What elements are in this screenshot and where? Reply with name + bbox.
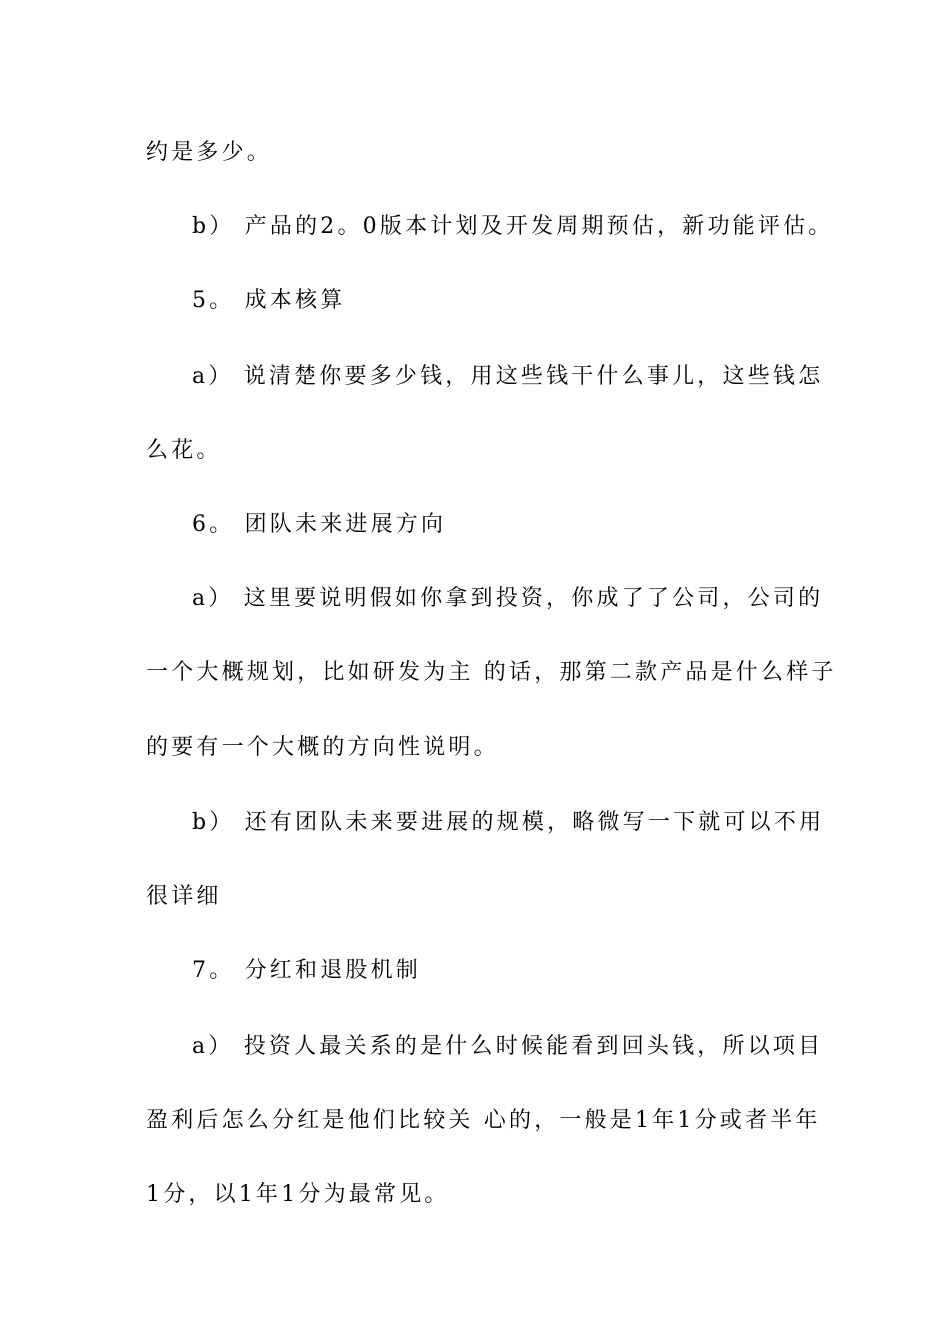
text-line-10: b） 还有团队未来要进展的规模，略微写一下就可以不用 bbox=[192, 810, 825, 835]
section-heading-7: 7。 分红和退股机制 bbox=[192, 958, 421, 983]
text-line-14: 盈利后怎么分红是他们比较关 心的，一般是1年1分或者半年 bbox=[146, 1108, 821, 1133]
text-line-7: a） 这里要说明假如你拿到投资，你成了了公司，公司的 bbox=[192, 586, 824, 611]
text-line-4: a） 说清楚你要多少钱，用这些钱干什么事儿，这些钱怎 bbox=[192, 364, 824, 389]
text-line-1: 约是多少。 bbox=[146, 140, 273, 165]
text-line-2: b） 产品的2。0版本计划及开发周期预估，新功能评估。 bbox=[192, 214, 834, 239]
text-line-9: 的要有一个大概的方向性说明。 bbox=[146, 735, 499, 760]
text-line-5: 么花。 bbox=[146, 438, 222, 463]
text-line-13: a） 投资人最关系的是什么时候能看到回头钱，所以项目 bbox=[192, 1034, 824, 1059]
text-line-15: 1分，以1年1分为最常见。 bbox=[146, 1182, 450, 1207]
section-heading-5: 5。 成本核算 bbox=[192, 288, 346, 313]
text-line-8: 一个大概规划，比如研发为主 的话，那第二款产品是什么样子 bbox=[146, 660, 837, 685]
text-line-11: 很详细 bbox=[146, 884, 222, 909]
section-heading-6: 6。 团队未来进展方向 bbox=[192, 512, 447, 537]
